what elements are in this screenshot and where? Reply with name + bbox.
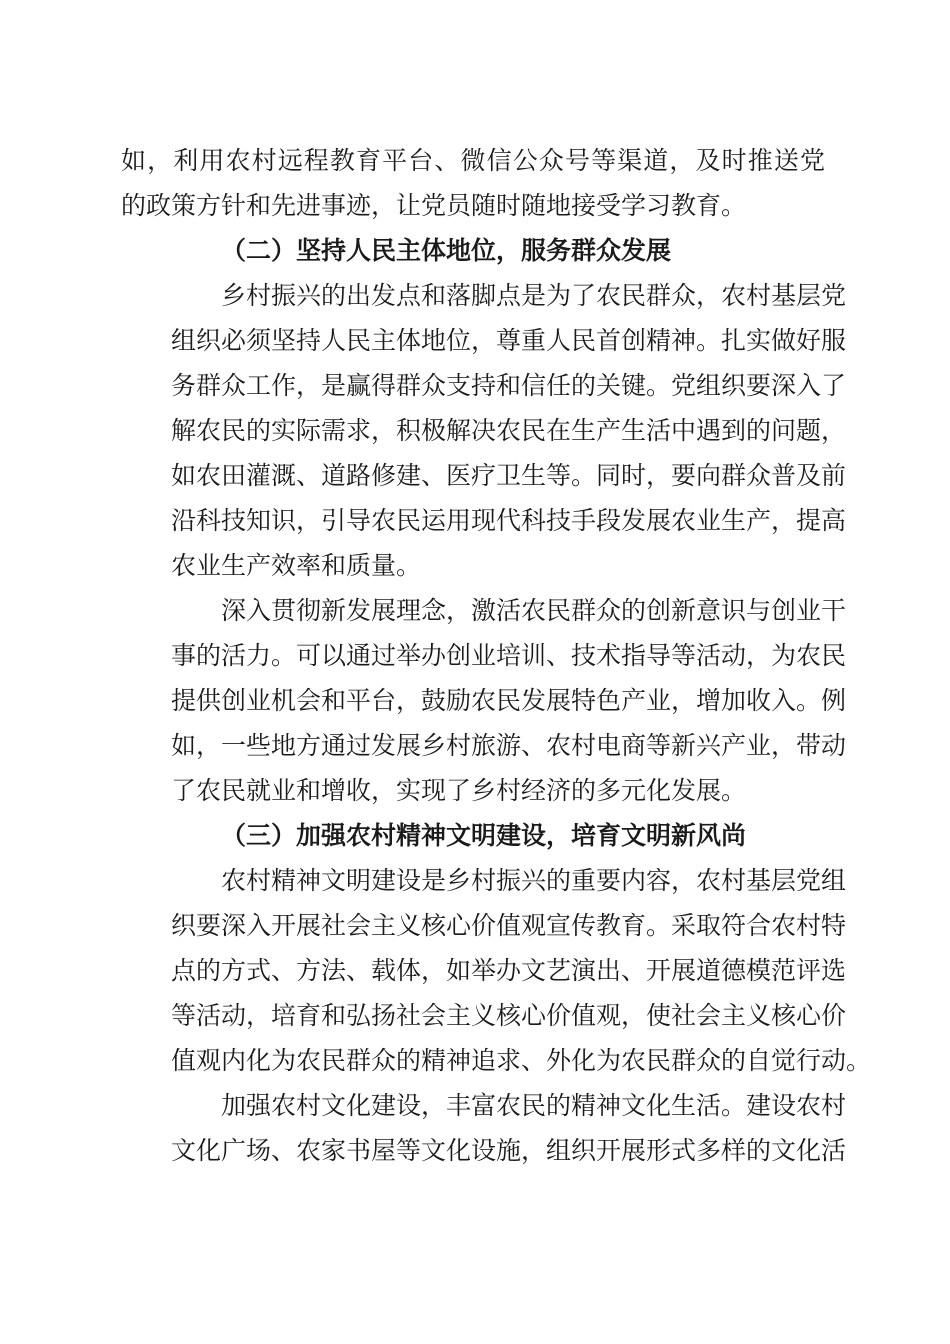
- paragraph: [121, 1083, 847, 1173]
- text-line: 农业生产效率和质量。: [171, 551, 422, 580]
- text-line: 如，利用农村远程教育平台、微信公众号等渠道，及时推送党: [121, 146, 825, 175]
- text-line: 农村精神文明建设是乡村振兴的重要内容，农村基层党组: [221, 866, 847, 895]
- text-line: 沿科技知识，引导农民运用现代科技手段发展农业生产，提高: [171, 506, 847, 535]
- text-line: 如，一些地方通过发展乡村旅游、农村电商等新兴产业，带动: [171, 731, 847, 760]
- text-line: 值观内化为农民群众的精神追求、外化为农民群众的自觉行动。: [171, 1046, 872, 1075]
- paragraph: [121, 858, 872, 1083]
- text-line: 织要深入开展社会主义核心价值观宣传教育。采取符合农村特: [171, 911, 847, 940]
- text-line: 文化广场、农家书屋等文化设施，组织开展形式多样的文化活: [171, 1136, 847, 1165]
- text-line: 务群众工作，是赢得群众支持和信任的关键。党组织要深入了: [171, 371, 847, 400]
- paragraph: [121, 588, 847, 813]
- paragraph: [121, 273, 847, 588]
- text-line: 加强农村文化建设，丰富农民的精神文化生活。建设农村: [221, 1091, 847, 1120]
- text-line: 深入贯彻新发展理念，激活农民群众的创新意识与创业干: [221, 596, 847, 625]
- text-line: 点的方式、方法、载体，如举办文艺演出、开展道德模范评选: [171, 956, 847, 985]
- text-line: 了农民就业和增收，实现了乡村经济的多元化发展。: [171, 776, 747, 805]
- text-line: 等活动，培育和弘扬社会主义核心价值观，使社会主义核心价: [171, 1001, 847, 1030]
- text-line: 解农民的实际需求，积极解决农民在生产生活中遇到的问题，: [171, 416, 847, 445]
- text-line: 如农田灌溉、道路修建、医疗卫生等。同时，要向群众普及前: [171, 461, 847, 490]
- section-heading-2: [121, 228, 825, 273]
- heading-text: （二）坚持人民主体地位，服务群众发展: [221, 236, 672, 265]
- text-line: 事的活力。可以通过举办创业培训、技术指导等活动，为农民: [171, 641, 847, 670]
- document-body: [121, 138, 872, 1173]
- heading-text: （三）加强农村精神文明建设，培育文明新风尚: [221, 821, 747, 850]
- text-line: 乡村振兴的出发点和落脚点是为了农民群众，农村基层党: [221, 281, 847, 310]
- text-line: 组织必须坚持人民主体地位，尊重人民首创精神。扎实做好服: [171, 326, 847, 355]
- text-line: 提供创业机会和平台，鼓励农民发展特色产业，增加收入。例: [171, 686, 847, 715]
- paragraph-continuation: [121, 138, 825, 228]
- text-line: 的政策方针和先进事迹，让党员随时随地接受学习教育。: [121, 191, 747, 220]
- section-heading-3: [121, 813, 825, 858]
